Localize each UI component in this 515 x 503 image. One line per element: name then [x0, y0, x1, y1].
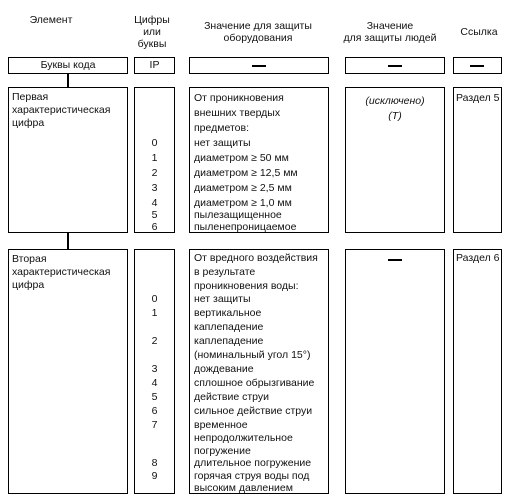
second-digit-digit: 4: [151, 377, 158, 389]
first-digit-equipment-line: пылезащищенное: [194, 209, 282, 221]
second-digit-equipment-line: действие струи: [194, 391, 269, 403]
dash-icon: [388, 259, 402, 261]
second-digit-reference: Раздел 6: [456, 252, 500, 264]
second-digit-equipment-line: высоким давлением: [194, 482, 293, 494]
header-equipment: Значение для защиты оборудования: [204, 20, 312, 44]
first-digit-digit: 0: [151, 137, 158, 149]
first-digit-digit: 1: [151, 152, 158, 164]
code-letters-box: [8, 57, 128, 74]
second-digit-reference-box: [453, 249, 502, 494]
first-digit-equipment-line: диаметром ≥ 50 мм: [194, 152, 289, 164]
second-digit-equipment-line: каплепадение: [194, 335, 264, 347]
first-digit-equipment-line: От проникновения: [194, 92, 284, 104]
first-digit-digit: 4: [151, 197, 158, 209]
second-digit-equipment-line: длительное погружение: [194, 457, 312, 469]
first-digit-people-excluded: (исключено): [365, 95, 425, 107]
second-digit-equipment-line: От вредного воздействия: [194, 252, 318, 264]
second-digit-equipment-line: непродолжительное: [194, 432, 293, 444]
second-digit-equipment-line: погружение: [194, 445, 251, 457]
second-digit-digit: 5: [151, 391, 158, 403]
second-digit-equipment-line: сплошное обрызгивание: [194, 377, 315, 389]
first-digit-reference: Раздел 5: [456, 92, 500, 104]
code-ip-box: [134, 57, 175, 74]
first-digit-reference-box: [453, 87, 502, 233]
second-digit-digit: 0: [151, 293, 158, 305]
second-digit-digit: 9: [151, 470, 158, 482]
second-digit-element-box: [8, 249, 128, 494]
second-digit-equipment-line: временное: [194, 419, 248, 431]
second-digit-digit: 8: [151, 457, 158, 469]
second-digit-equipment-line: вертикальное: [194, 307, 262, 319]
code-ip-label: IP: [149, 59, 160, 71]
first-digit-equipment-line: диаметром ≥ 2,5 мм: [194, 182, 292, 194]
dash-icon: [388, 65, 402, 67]
connector-line: [67, 232, 69, 249]
first-digit-equipment-line: нет защиты: [194, 137, 251, 149]
second-digit-equipment-line: каплепадение: [194, 321, 264, 333]
header-element: Элемент: [29, 14, 73, 26]
code-letters-label: Буквы кода: [40, 59, 96, 71]
second-digit-equipment-line: в результате: [194, 266, 256, 278]
first-digit-people-t: (T): [388, 110, 402, 122]
first-digit-element-label: Первая характеристическая цифра: [12, 91, 111, 129]
dash-icon: [252, 65, 266, 67]
second-digit-digit: 3: [151, 363, 158, 375]
first-digit-digit: 5: [151, 209, 158, 221]
first-digit-equipment-line: диаметром ≥ 12,5 мм: [194, 167, 298, 179]
second-digit-people-box: [345, 249, 445, 494]
second-digit-equipment-line: дождевание: [194, 363, 254, 375]
code-people-box: [345, 57, 445, 74]
second-digit-digit: 2: [151, 335, 158, 347]
first-digit-digit: 2: [151, 167, 158, 179]
connector-line: [67, 74, 69, 87]
dash-icon: [470, 65, 484, 67]
second-digit-digit: 1: [151, 307, 158, 319]
first-digit-element-box: [8, 87, 128, 233]
first-digit-digit: 3: [151, 182, 158, 194]
second-digit-element-label: Вторая характеристическая цифра: [12, 253, 111, 291]
header-people: Значение для защиты людей: [343, 20, 437, 44]
first-digit-equipment-line: диаметром ≥ 1,0 мм: [194, 197, 292, 209]
code-reference-box: [453, 57, 502, 74]
header-digits: Цифры или буквы: [134, 14, 170, 50]
first-digit-digits-box: [134, 87, 175, 233]
first-digit-people-box: [345, 87, 445, 233]
first-digit-equipment-line: пыленепроницаемое: [194, 221, 297, 233]
second-digit-equipment-box: [189, 249, 329, 494]
code-equipment-box: [189, 57, 329, 74]
header-reference: Ссылка: [460, 26, 498, 38]
first-digit-equipment-line: внешних твердых: [194, 107, 281, 119]
first-digit-equipment-line: предметов:: [194, 122, 249, 134]
second-digit-digits-box: [134, 249, 175, 494]
second-digit-equipment-line: (номинальный угол 15°): [194, 349, 311, 361]
second-digit-digit: 7: [151, 419, 158, 431]
second-digit-equipment-line: горячая струя воды под: [194, 470, 310, 482]
second-digit-equipment-line: нет защиты: [194, 293, 251, 305]
second-digit-equipment-line: сильное действие струи: [194, 405, 313, 417]
first-digit-digit: 6: [151, 221, 158, 233]
first-digit-equipment-box: [189, 87, 329, 233]
second-digit-digit: 6: [151, 405, 158, 417]
second-digit-equipment-line: проникновения воды:: [194, 280, 299, 292]
